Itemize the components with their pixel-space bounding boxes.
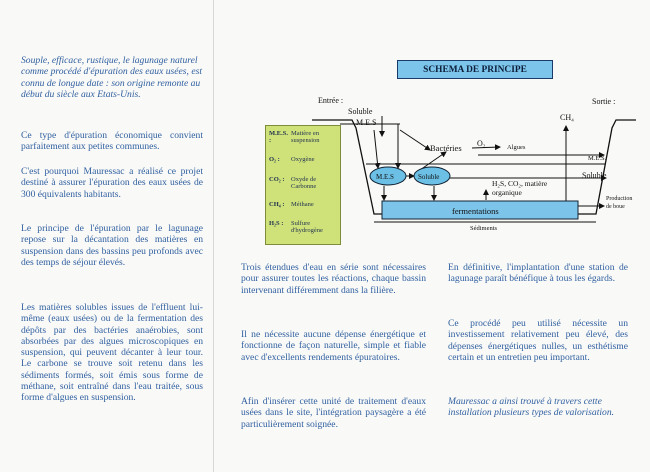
schema-title: SCHEMA DE PRINCIPE (397, 60, 553, 79)
o2-label: O₂ (477, 139, 486, 148)
legend-key: CH₄ : (269, 201, 285, 208)
production-label: Production (606, 196, 633, 202)
paragraph-procede: Ce procédé peu utilisé nécessite un investissement relativement peu élevé, des dépenses énergétiques nulles, un esthétisme certain et un entretien peu important. (448, 318, 628, 363)
entry-diag-arrow (374, 130, 378, 168)
paragraph-mauressac: C'est pourquoi Mauressac a réalisé ce projet destiné à assurer l'épuration des eaux usées de 300 équivalents habitants. (21, 166, 203, 200)
mes-out-label: M.E.S. (588, 155, 607, 162)
entree-label: Entrée : (318, 96, 344, 105)
soluble-oval-label: Soluble (418, 173, 440, 181)
paragraph-energie: Il ne nécessite aucune dépense énergétique et fonctionne de façon naturelle, simple et fiable avec d'excellents rendements épuratoires. (241, 329, 426, 363)
ch4-label: CH₄ (560, 113, 574, 122)
legend-row (269, 130, 337, 144)
de-boue-label: de boue (606, 204, 625, 210)
sortie-label: Sortie : (592, 97, 616, 106)
sediments-label: Sédiments (470, 225, 498, 232)
fermentations-label: fermentations (452, 206, 499, 216)
legend-row (269, 201, 337, 208)
soluble-bact-arrow (400, 130, 430, 150)
legend-key: CO₂ : (269, 176, 285, 183)
mes-oval-label: M.E.S (376, 173, 394, 181)
bacteries-label: Bactéries (430, 143, 462, 153)
legend-key: H₂S : (269, 220, 284, 227)
intro-paragraph: Souple, efficace, rustique, le lagunage naturel comme procédé d'épuration des eaux usées, est connu de longue date : son origine remonte au début du siècle aux Etats-Unis. (21, 55, 202, 100)
paragraph-valorisation: Mauressac a ainsi trouvé à travers cette installation plusieurs types de valorisation. (448, 396, 615, 419)
paragraph-matieres: Les matières solubles issues de l'effluent lui-même (eaux usées) ou de la fermentation des dépôts par des bactéries anaérobies, sont absorbées par des algues microscopiques en suspension, qui peuvent décanter à leur tour. Le carbone se trouve soit retenu dans les sédiments formés, soit émis sous forme de méthane, soit entraîné dans l'eau traitée, sous forme d'algues en suspension. (21, 302, 203, 404)
legend-value: Matière en suspension (291, 130, 320, 144)
legend-row (269, 156, 337, 163)
paragraph-integration: Afin d'insérer cette unité de traitement d'eaux usées dans le site, l'intégration paysagère a été particulièrement soignée. (241, 396, 426, 430)
soluble-out-label: Soluble (582, 171, 607, 180)
gases-label: H₂S, CO₂, matière (492, 179, 548, 188)
legend-row (269, 176, 337, 190)
mes-in-label: M.E.S (356, 118, 377, 127)
legend-key: O₂ : (269, 156, 280, 163)
legend-value: Oxygène (291, 156, 315, 163)
legend-value: Sulfure d'hydrogène (291, 220, 323, 234)
paragraph-communes: Ce type d'épuration économique convient parfaitement aux petites communes. (21, 130, 203, 153)
basin-outline (312, 120, 636, 214)
paragraph-bassins: Trois étendues d'eau en série sont nécessaires pour assurer toutes les réactions, chaque bassin intervenant différemment dans la filière. (241, 262, 426, 296)
legend-value: Méthane (291, 201, 314, 208)
legend-row (269, 220, 337, 234)
paragraph-principe: Le principe de l'épuration par le lagunage repose sur la décantation des matières en suspension dans des bassins peu profonds avec des temps de séjour élevés. (21, 223, 203, 268)
soluble-in-label: Soluble (348, 107, 373, 116)
paragraph-definitive: En définitive, l'implantation d'une station de lagunage paraît bénéfique à tous les égards. (448, 262, 628, 285)
algues-label: Algues (507, 144, 526, 151)
legend-value: Oxyde de Carbonne (291, 176, 317, 190)
legend-key: M.E.S. : (269, 130, 288, 144)
legend-box (265, 125, 341, 245)
organique-label: organique (492, 188, 522, 197)
